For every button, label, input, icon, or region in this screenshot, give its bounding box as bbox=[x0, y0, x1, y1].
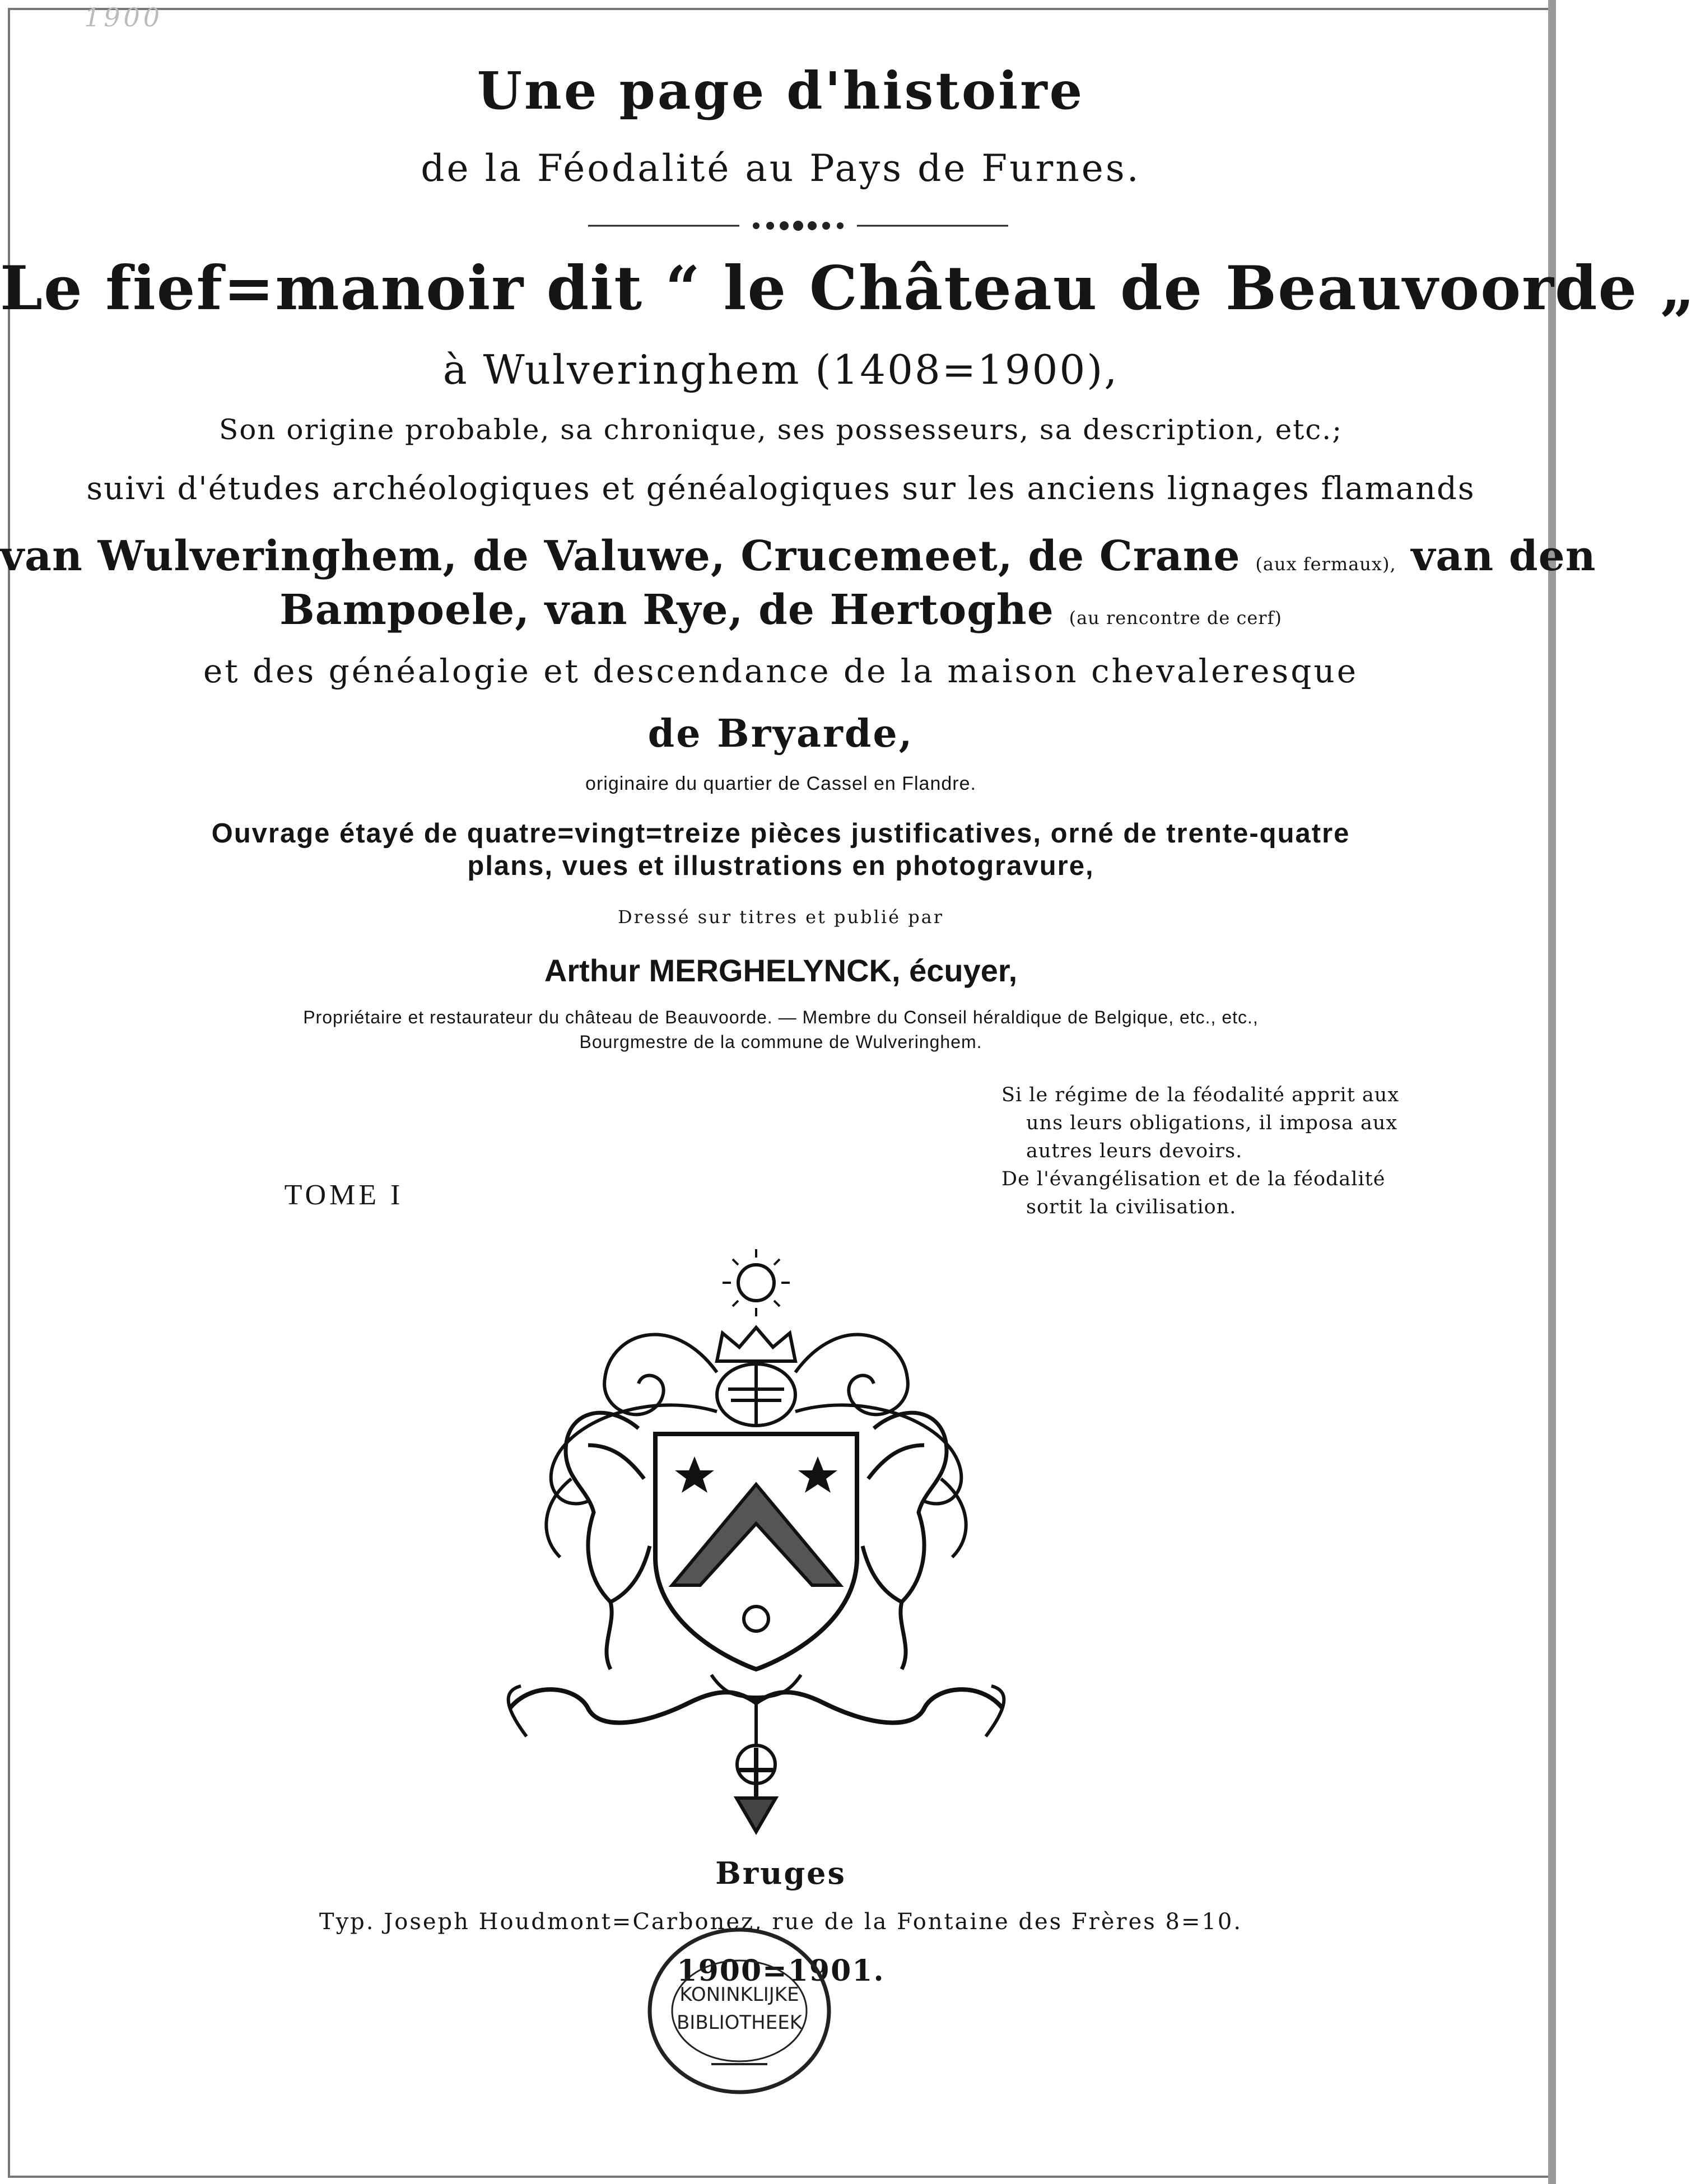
bryarde-line: de Bryarde, bbox=[647, 711, 914, 756]
originaire-line: originaire du quartier de Cassel en Flandre. bbox=[585, 773, 976, 794]
pencil-scrawl: 1900 bbox=[84, 2, 164, 32]
epigraph-line: Si le régime de la féodalité apprit aux bbox=[1001, 1084, 1400, 1106]
author-title-line-1: Propriétaire et restaurateur du château de Beauvoorde. — Membre du Conseil héraldique de Belgique, etc., etc., bbox=[303, 1007, 1259, 1027]
lineages-note-1: (aux fermaux), bbox=[1255, 553, 1396, 575]
location-line: à Wulveringhem (1408=1900), bbox=[442, 346, 1119, 393]
lineages-names-1b: van den bbox=[1411, 532, 1596, 580]
lineages-line-1 bbox=[0, 532, 1596, 580]
lineages-names-1: van Wulveringhem, de Valuwe, Crucemeet, de Crane bbox=[0, 532, 1241, 580]
ouvrage-line-1: Ouvrage étayé de quatre=vingt=treize pièces justificatives, orné de trente-quatre bbox=[211, 818, 1350, 849]
author-line: Arthur MERGHELYNCK, écuyer, bbox=[544, 953, 1018, 988]
suivi-line: suivi d'études archéologiques et généalogiques sur les anciens lignages flamands bbox=[86, 471, 1475, 507]
ouvrage-line-2: plans, vues et illustrations en photogravure, bbox=[467, 851, 1094, 881]
title: Une page d'histoire bbox=[477, 60, 1085, 121]
origin-line: Son origine probable, sa chronique, ses possesseurs, sa description, etc.; bbox=[218, 413, 1343, 446]
lineages-names-2: Bampoele, van Rye, de Hertoghe bbox=[279, 586, 1054, 634]
stamp-line-1: KONINKLIJKE bbox=[679, 1983, 799, 2006]
author-title-line-2: Bourgmestre de la commune de Wulveringhem. bbox=[579, 1032, 982, 1052]
stamp-line-2: BIBLIOTHEEK bbox=[676, 2011, 803, 2034]
et-des-line: et des généalogie et descendance de la maison chevaleresque bbox=[203, 652, 1359, 690]
epigraph-line: De l'évangélisation et de la féodalité bbox=[1001, 1168, 1386, 1190]
city-label: Bruges bbox=[715, 1855, 846, 1891]
printer-line: Typ. Joseph Houdmont=Carbonez, rue de la Fontaine des Frères 8=10. bbox=[319, 1909, 1243, 1935]
library-stamp bbox=[639, 1921, 840, 2101]
subtitle: de la Féodalité au Pays de Furnes. bbox=[421, 147, 1141, 190]
coat-of-arms-image bbox=[476, 1244, 1036, 1843]
lineages-line-2 bbox=[0, 586, 1562, 634]
years-line: 1900=1901. bbox=[677, 1954, 885, 1988]
tome-label: TOME I bbox=[284, 1179, 404, 1211]
ornament-divider bbox=[588, 217, 1008, 234]
dresse-line: Dressé sur titres et publié par bbox=[617, 906, 944, 928]
epigraph-line: sortit la civilisation. bbox=[1026, 1196, 1237, 1218]
epigraph-line: autres leurs devoirs. bbox=[1026, 1140, 1243, 1162]
lineages-note-2: (au rencontre de cerf) bbox=[1069, 607, 1282, 628]
epigraph-line: uns leurs obligations, il imposa aux bbox=[1026, 1112, 1398, 1134]
main-title: Le fief=manoir dit “ le Château de Beauvoorde „ bbox=[0, 253, 1696, 324]
